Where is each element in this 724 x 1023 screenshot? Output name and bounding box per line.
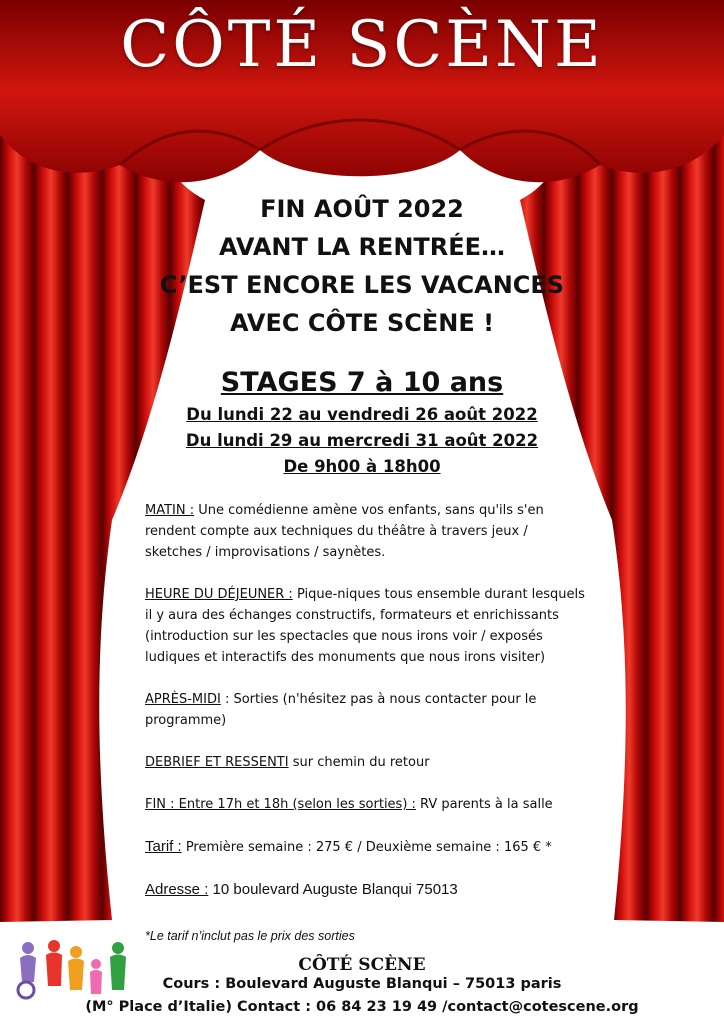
fin-label: FIN : Entre 17h et 18h (selon les sorties) : xyxy=(145,797,416,812)
apresmidi-text: : Sorties (n'hésitez pas à nous contacter pour le programme) xyxy=(145,692,537,728)
matin-paragraph xyxy=(145,500,585,563)
dejeuner-label: HEURE DU DÉJEUNER : xyxy=(145,587,293,602)
footer-contact: (M° Place d’Italie) Contact : 06 84 23 19 49 /contact@cotescene.org xyxy=(85,999,639,1015)
matin-label: MATIN : xyxy=(145,503,195,518)
stages-block xyxy=(130,364,594,480)
adresse-label: Adresse : xyxy=(145,881,209,898)
footer-address: Cours : Boulevard Auguste Blanqui – 75013 paris xyxy=(162,976,562,992)
debrief-label: DEBRIEF ET RESSENTI xyxy=(145,755,289,770)
headline-line: AVEC CÔTE SCÈNE ! xyxy=(229,309,495,337)
footer-brand: CÔTÉ SCÈNE xyxy=(298,955,426,975)
tarif-note: *Le tarif n’inclut pas le prix des sorties xyxy=(145,929,355,943)
tarif-text: Première semaine : 275 € / Deuxième semaine : 165 € * xyxy=(181,840,552,855)
dejeuner-paragraph xyxy=(145,584,585,668)
program-details xyxy=(145,500,585,921)
date-line: Du lundi 29 au mercredi 31 août 2022 xyxy=(185,431,539,450)
date-line: Du lundi 22 au vendredi 26 août 2022 xyxy=(186,405,538,424)
tarif-label: Tarif : xyxy=(145,838,182,855)
dejeuner-text: Pique-niques tous ensemble durant lesquels il y aura des échanges constructifs, formateurs et enrichissants (introduction sur les spectacles que nous irons voir / exposés ludiques et interactifs des monuments que nous irons visiter) xyxy=(145,587,585,665)
headline xyxy=(130,190,594,342)
debrief-text: sur chemin du retour xyxy=(288,755,430,770)
headline-line: C’EST ENCORE LES VACANCES xyxy=(159,271,565,299)
stages-title: STAGES 7 à 10 ans xyxy=(220,367,504,398)
headline-line: FIN AOÛT 2022 xyxy=(260,195,464,223)
matin-text: Une comédienne amène vos enfants, sans qu'ils s'en rendent compte aux techniques du théâtre à travers jeux / sketches / improvisations / saynètes. xyxy=(145,503,544,560)
tarif-paragraph xyxy=(145,836,585,858)
fin-paragraph xyxy=(145,794,585,815)
date-line: De 9h00 à 18h00 xyxy=(283,457,441,476)
fin-text: RV parents à la salle xyxy=(415,797,553,812)
adresse-paragraph xyxy=(145,879,585,900)
poster-title: CÔTÉ SCÈNE xyxy=(120,8,604,82)
debrief-paragraph xyxy=(145,752,585,773)
adresse-text: 10 boulevard Auguste Blanqui 75013 xyxy=(208,881,458,898)
apresmidi-label: APRÈS-MIDI xyxy=(145,692,221,707)
apresmidi-paragraph xyxy=(145,689,585,731)
headline-line: AVANT LA RENTRÉE… xyxy=(218,233,506,261)
